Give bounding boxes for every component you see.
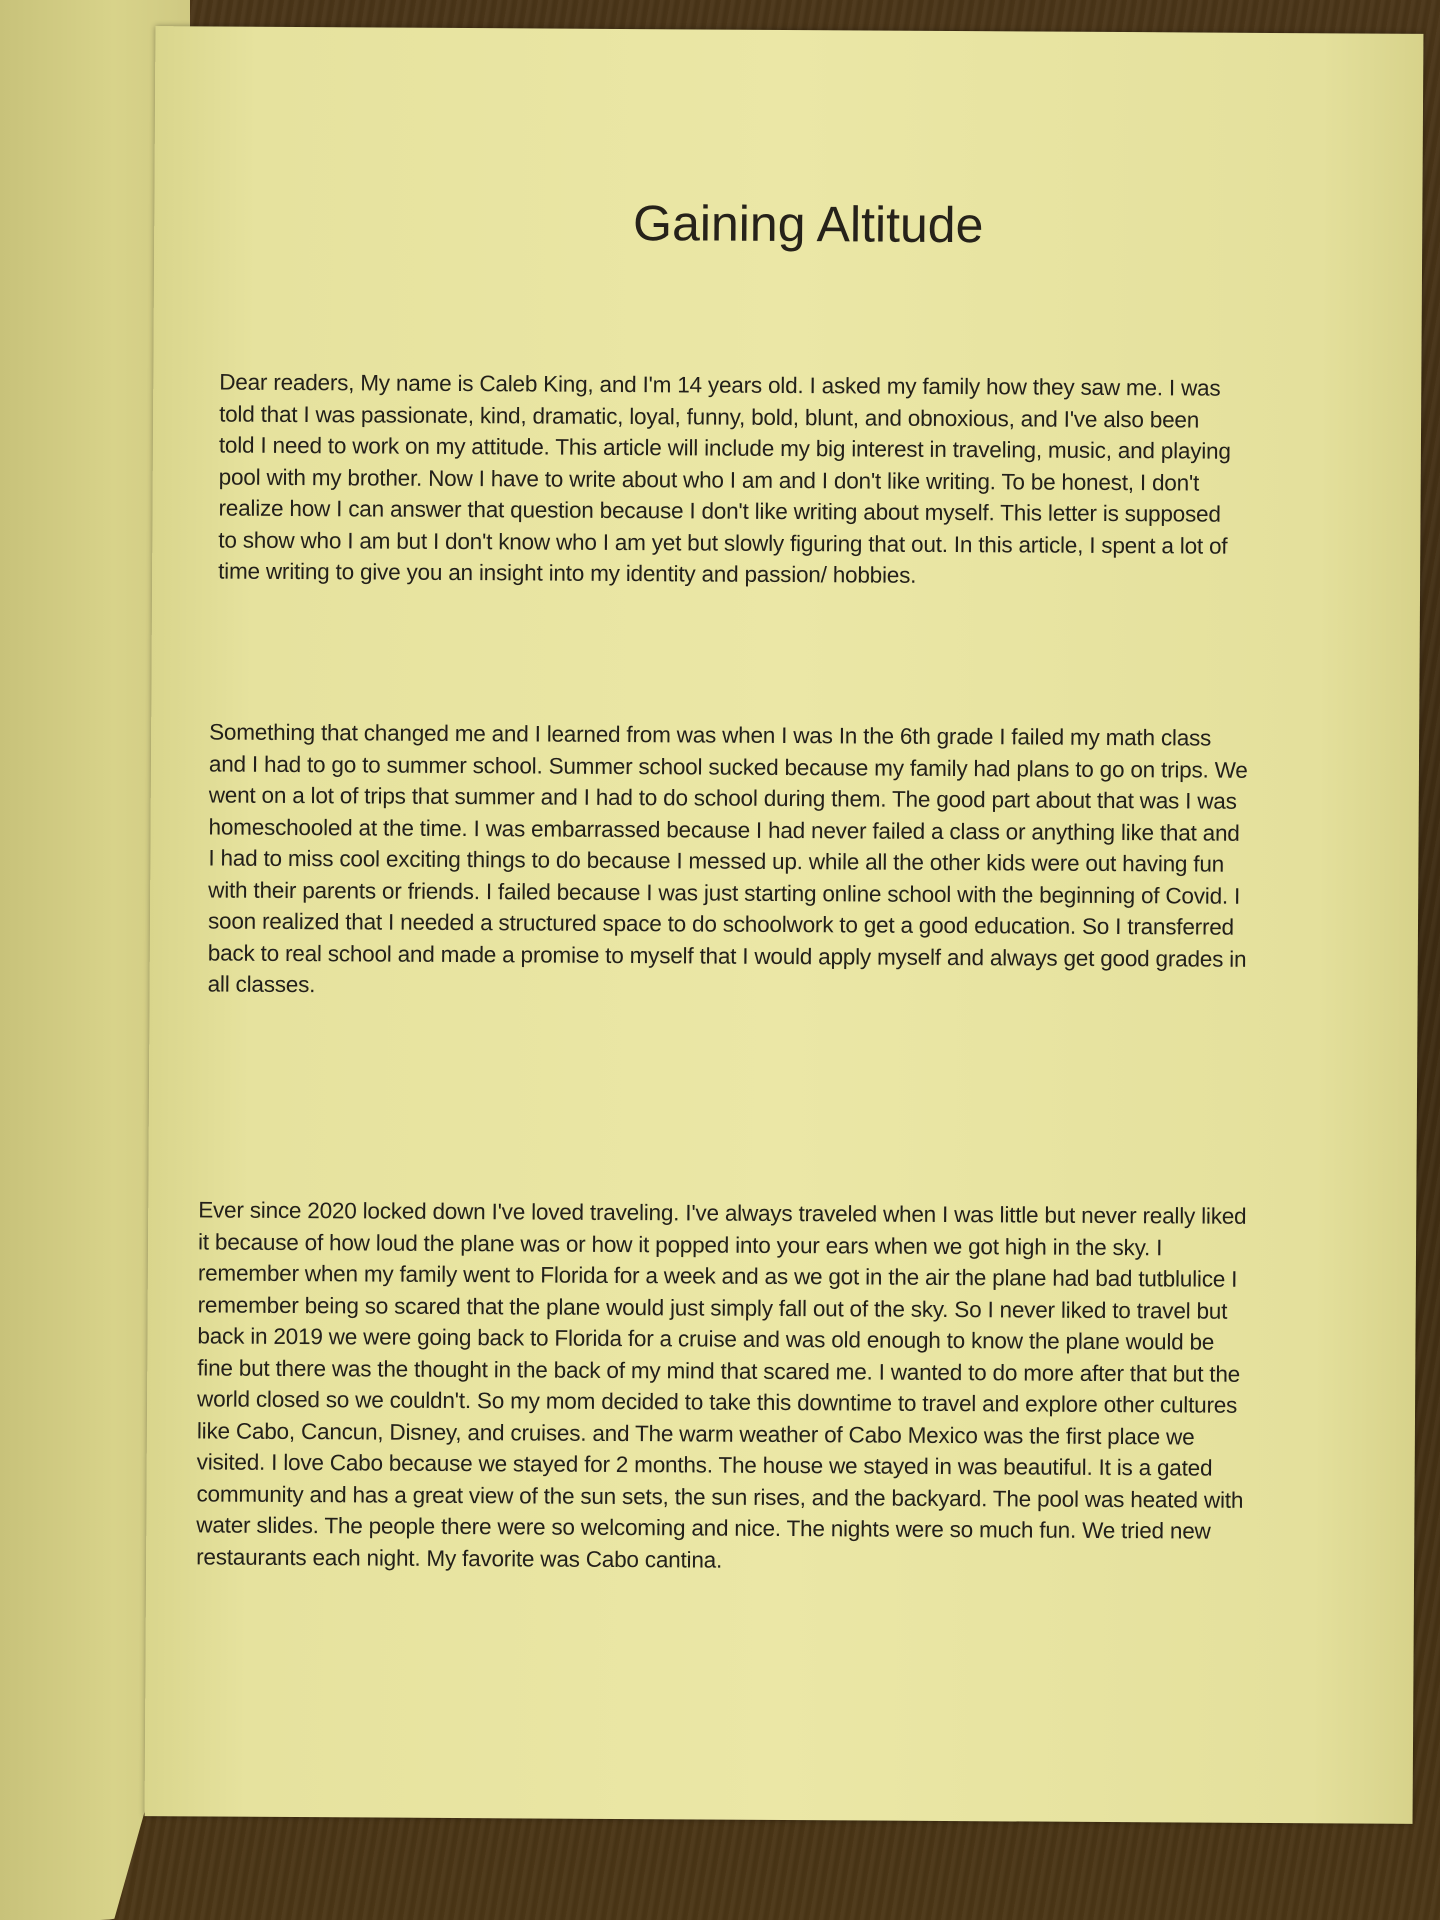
document-page (145, 26, 1424, 1824)
paragraph-traveling: Ever since 2020 locked down I've loved traveling. I've always traveled when I was little but never really liked it because of how loud the plane was or how it popped into your ears when we got high in the sky. I remember when my family went to Florida for a week and as we got in the air the plane had bad tutblulice I remember being so scared that the plane would just simply fall out of the sky. So I never liked to travel but back in 2019 we were going back to Florida for a cruise and was old enough to know the plane would be fine but there was the thought in the back of my mind that scared me. I wanted to do more after that but the world closed so we couldn't. So my mom decided to take this downtime to travel and explore other cultures like Cabo, Cancun, Disney, and cruises. and The warm weather of Cabo Mexico was the first place we visited. I love Cabo because we stayed for 2 months. The house we stayed in was beautiful. It is a gated community and has a great view of the sun sets, the sun rises, and the backyard. The pool was heated with water slides. The people there were so welcoming and nice. The nights were so much fun. We tried new restaurants each night. My favorite was Cabo cantina. (196, 1197, 1247, 1573)
paragraph-summer-school: Something that changed me and I learned from was when I was In the 6th grade I failed my math class and I had to go to summer school. Summer school sucked because my family had plans to go on trips. We went on a lot of trips that summer and I had to do school during them. The good part about that was I was homeschooled at the time. I was embarrassed because I had never failed a class or anything like that and I had to miss cool exciting things to do because I messed up. while all the other kids were out having fun with their parents or friends. I failed because I was just starting online school with the beginning of Covid. I soon realized that I needed a structured space to do schoolwork to get a good education. So I transferred back to real school and made a promise to myself that I would apply myself and always get good grades in all classes. (207, 719, 1248, 998)
page-title: Gaining Altitude (632, 195, 984, 254)
paragraph-introduction: Dear readers, My name is Caleb King, and I'm 14 years old. I asked my family how they saw me. I was told that I was passionate, kind, dramatic, loyal, funny, bold, blunt, and obnoxious, and I've also been told I need to work on my attitude. This article will include my big interest in traveling, music, and playing pool with my brother. Now I have to write about who I am and I don't like writing. To be honest, I don't realize how I can answer that question because I don't like writing about myself. This letter is supposed to show who I am but I don't know who I am yet but slowly figuring that out. In this article, I spent a lot of time writing to give you an insight into my identity and passion/ hobbies. (218, 369, 1231, 588)
